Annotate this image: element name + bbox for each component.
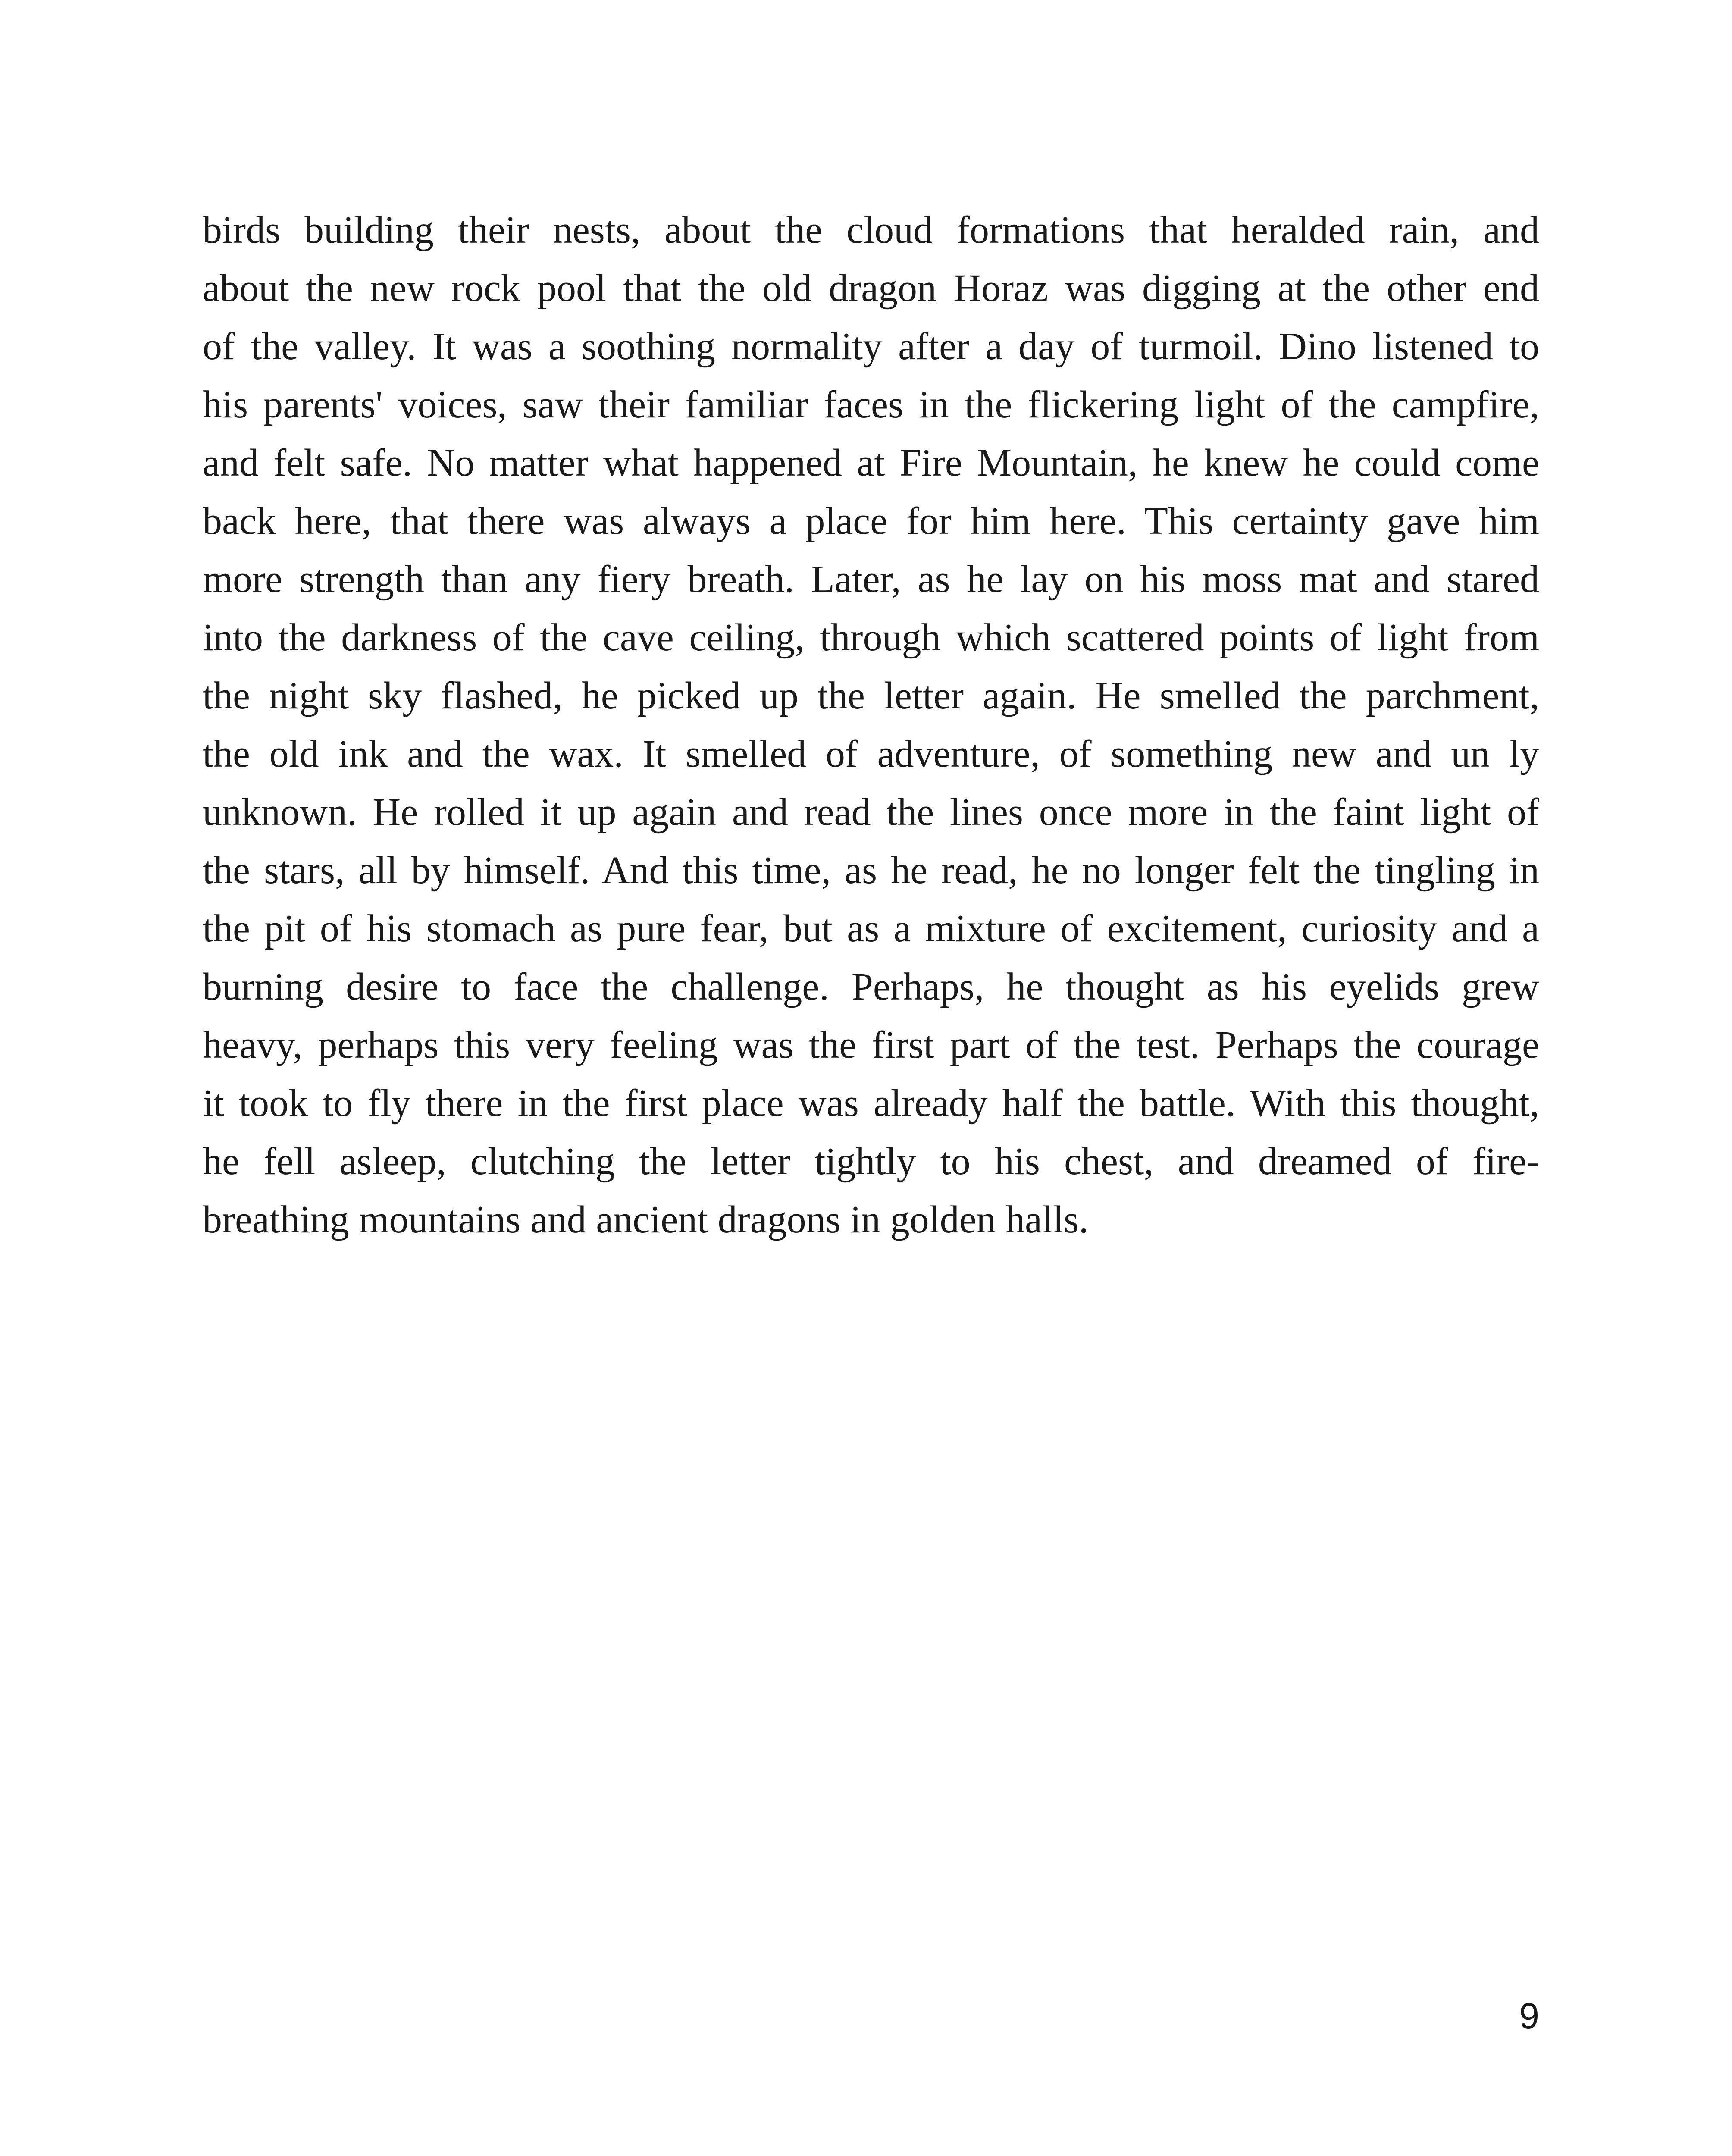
text-line: burning desire to face the challenge. Perhaps, he thought as his eyelids grew [203,965,1539,1008]
text-line: his parents' voices, saw their familiar faces in the flickering light of the campfire, [203,383,1539,426]
text-line: he fell asleep, clutching the letter tightly to his chest, and dreamed of fire- [203,1140,1539,1183]
text-line: about the new rock pool that the old dragon Horaz was digging at the other end [203,267,1539,310]
text-line: the old ink and the wax. It smelled of adventure, of something new and un ly [203,733,1539,775]
text-line: heavy, perhaps this very feeling was the first part of the test. Perhaps the courage [203,1024,1539,1066]
text-line: birds building their nests, about the cloud formations that heralded rain, and [203,209,1539,251]
text-line: unknown. He rolled it up again and read the lines once more in the faint light of [203,791,1539,834]
text-line: the pit of his stomach as pure fear, but as a mixture of excitement, curiosity and a [203,907,1539,950]
text-line: into the darkness of the cave ceiling, through which scattered points of light from [203,616,1539,659]
text-line: breathing mountains and ancient dragons in golden halls. [203,1198,1089,1241]
text-line: the stars, all by himself. And this time, as he read, he no longer felt the tingling in [203,849,1539,892]
text-line: of the valley. It was a soothing normality after a day of turmoil. Dino listened to [203,325,1539,368]
text-line: more strength than any fiery breath. Later, as he lay on his moss mat and stared [203,558,1539,601]
text-line: back here, that there was always a place for him here. This certainty gave him [203,500,1539,542]
text-line: and felt safe. No matter what happened at Fire Mountain, he knew he could come [203,442,1539,484]
body-paragraph [203,201,1539,1249]
page-number: 9 [1519,1996,1539,2036]
text-line: it took to fly there in the first place was already half the battle. With this thought, [203,1082,1539,1125]
text-line: the night sky flashed, he picked up the letter again. He smelled the parchment, [203,674,1539,717]
